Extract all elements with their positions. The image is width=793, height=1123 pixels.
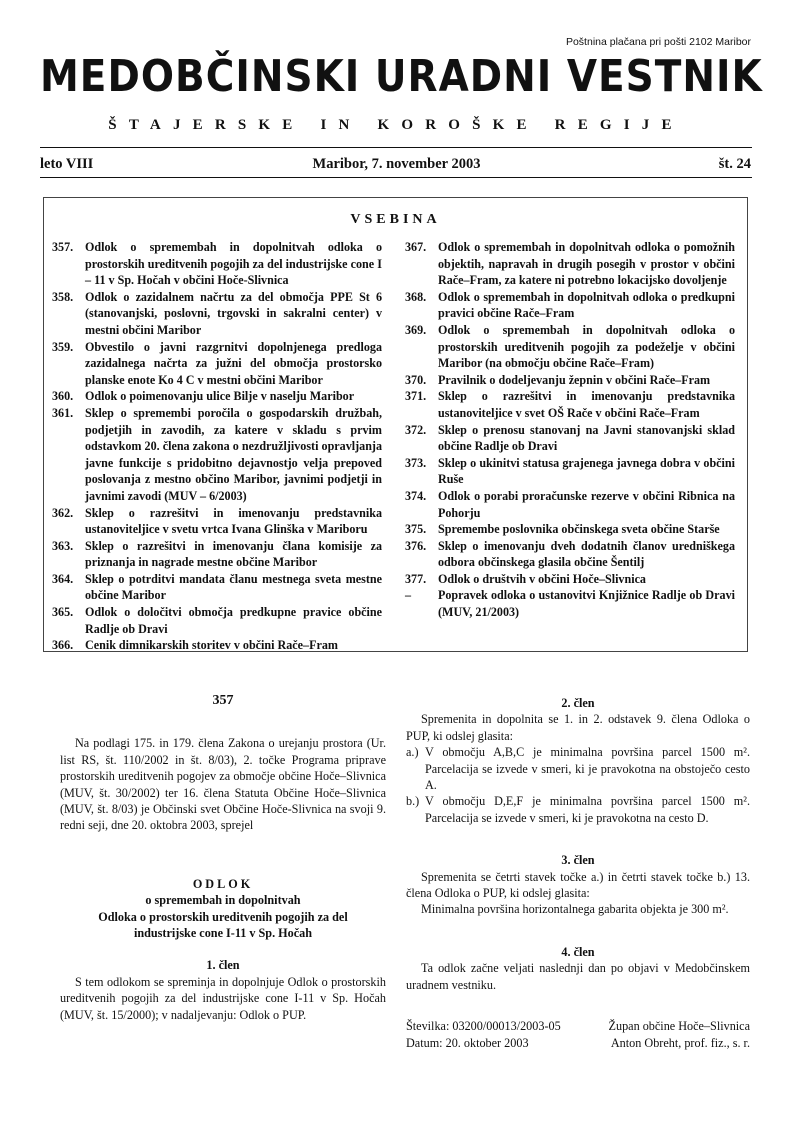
postage-note: Poštnina plačana pri pošti 2102 Maribor	[565, 36, 751, 48]
list-item	[406, 744, 750, 793]
toc-title: Sklep o razrešitvi in imenovanju predstavnika ustanoviteljice v svetu vrtca Ivana Glinška v Mariboru	[85, 505, 382, 537]
toc-item[interactable]	[405, 372, 735, 389]
decree-subtitle-2: Odloka o prostorskih ureditvenih pogojih za del industrijske cone I-11 v Sp. Hočah	[98, 909, 348, 941]
toc-title: Sklep o prenosu stanovanj na Javni stanovanjski sklad občine Radlje ob Dravi	[438, 422, 735, 454]
article-intro: Na podlagi 175. in 179. člena Zakona o urejanju prostora (Ur. list RS, št. 110/2002 in št. 8/03), 2. točke Programa priprave prostorskih ureditvenih pogojev za območje občine Hoče–Slivnica (MUV, št. 30/2002) ter 16. člena Statuta Občine Hoče–Slivnica (MUV, št. 8/03) je Občinski svet Občine Hoče-Slivnica na svoji 9. redni seji, dne 20. oktobra 2003, sprejel	[60, 736, 386, 833]
clen-text: Spremenita se četrti stavek točke a.) in četrti stavek točke b.) 13. člena Odloka o PUP, ki odslej glasita:	[406, 869, 750, 901]
clen-heading: 1. člen	[206, 958, 240, 973]
toc-number: 357.	[52, 240, 74, 254]
toc-number: 360.	[52, 389, 74, 404]
mayor-name: Anton Obreht, prof. fiz., s. r.	[610, 1035, 750, 1050]
decree-title: ODLOK	[192, 876, 254, 891]
clen-heading: 2. člen	[561, 696, 595, 710]
toc-item[interactable]	[405, 322, 735, 372]
toc-title: Odlok o spremembah in dopolnitvah odloka o pomožnih objektih, napravah in drugih posegih v prostor v občini Rače–Fram, za katere ni potrebno lokacijsko dovoljenje	[438, 240, 735, 288]
clen-text: Ta odlok začne veljati naslednji dan po objavi v Medobčinskem uradnem vestniku.	[406, 961, 750, 992]
toc-item[interactable]	[52, 289, 382, 339]
toc-item[interactable]	[52, 505, 382, 538]
toc-number: 377.	[405, 571, 427, 586]
toc-number: 363.	[52, 538, 74, 553]
toc-number: 364.	[52, 571, 74, 586]
toc-item[interactable]	[52, 388, 382, 405]
contents-left-column	[52, 239, 382, 654]
toc-number: –	[405, 588, 412, 603]
toc-number: 368.	[405, 289, 427, 304]
toc-item[interactable]	[405, 587, 735, 620]
list-text: V območju A,B,C je minimalna površina parcel 1500 m². Parcelacija se izvede v smeri, ki je pravokotna na obstoječo cesto A.	[425, 745, 750, 793]
volume-year: leto VIII	[40, 156, 94, 172]
document-number: Številka: 03200/00013/2003-05	[406, 1019, 561, 1034]
list-key: b.)	[406, 794, 420, 809]
toc-title: Odlok o poimenovanju ulice Bilje v naselju Maribor	[85, 389, 355, 404]
toc-number: 370.	[405, 372, 427, 387]
toc-title: Odlok o porabi proračunske rezerve v občini Ribnica na Pohorju	[438, 488, 735, 520]
toc-item[interactable]	[405, 239, 735, 289]
toc-title: Sklep o spremembi poročila o gospodarskih družbah, podjetjih in zavodih, za katere v skladu s prvim odstavkom 20. člena zakona o nezdružljivosti opravljanja javne funkcije s pridobitno dejavnostjo velja prepoved poslovanja z mestno občino Maribor, javnimi podjetji in javnimi zavodi (MUV – 6/2003)	[85, 405, 382, 503]
toc-number: 367.	[405, 240, 427, 254]
clen-heading: 3. člen	[561, 853, 595, 868]
toc-item[interactable]	[52, 239, 382, 289]
toc-title: Popravek odloka o ustanovitvi Knjižnice Radlje ob Dravi (MUV, 21/2003)	[438, 588, 735, 620]
toc-number: 362.	[52, 505, 74, 520]
toc-title: Sklep o potrditvi mandata članu mestnega sveta mestne občine Maribor	[85, 571, 382, 603]
signature-block	[406, 1018, 750, 1034]
toc-title: Sklep o imenovanju dveh dodatnih članov uredniškega odbora občinskega glasila občine Šentilj	[438, 538, 735, 570]
article-left-column	[60, 693, 386, 1023]
toc-item[interactable]	[405, 571, 735, 588]
toc-number: 361.	[52, 405, 74, 420]
contents-heading: VSEBINA	[350, 212, 441, 227]
toc-number: 372.	[405, 422, 427, 437]
toc-number: 375.	[405, 522, 427, 537]
toc-item[interactable]	[405, 289, 735, 322]
toc-number: 365.	[52, 605, 74, 620]
toc-title: Sklep o razrešitvi in imenovanju člana komisije za priznanja in nagrade mestne občine Maribor	[85, 538, 382, 570]
toc-item[interactable]	[52, 571, 382, 604]
document-date: Datum: 20. oktober 2003	[406, 1035, 529, 1050]
clen-heading: 4. člen	[561, 944, 595, 959]
toc-title: Odlok o društvih v občini Hoče–Slivnica	[438, 571, 646, 586]
header-rule-bottom	[40, 177, 752, 178]
toc-item[interactable]	[52, 405, 382, 505]
contents-right-column	[405, 239, 735, 621]
toc-number: 369.	[405, 322, 427, 337]
toc-number: 358.	[52, 289, 74, 304]
article-right-column	[406, 695, 750, 1051]
toc-item[interactable]	[52, 538, 382, 571]
toc-title: Odlok o spremembah in dopolnitvah odloka o prostorskih ureditvenih pogojih za podeželje v občini Maribor (na območju občine Rače–Fram)	[438, 322, 735, 371]
list-text: V območju D,E,F je minimalna površina parcel 1500 m². Parcelacija se izvede v smeri, ki je pravokotna na cesto D.	[425, 794, 750, 825]
toc-title: Odlok o določitvi območja predkupne pravice občine Radlje ob Dravi	[85, 605, 382, 636]
list-item	[406, 793, 750, 826]
toc-number: 374.	[405, 488, 427, 503]
toc-item[interactable]	[52, 604, 382, 637]
clen-quote: Minimalna površina horizontalnega gabarita objekta je 300 m².	[421, 902, 729, 917]
toc-item[interactable]	[405, 521, 735, 538]
clen-text: S tem odlokom se spreminja in dopolnjuje Odlok o prostorskih ureditvenih pogojih za del industrijske cone I-11 v Sp. Hočah (MUV, št. 15/2000); v nadaljevanju: Odlok o PUP.	[60, 974, 386, 1022]
toc-number: 376.	[405, 538, 427, 553]
toc-title: Sklep o ukinitvi statusa grajenega javnega dobra v občini Ruše	[438, 455, 735, 487]
toc-item[interactable]	[405, 455, 735, 488]
decree-subtitle: o spremembah in dopolnitvah	[145, 893, 301, 908]
signature-block	[406, 1035, 750, 1051]
clen-text: Spremenita in dopolnita se 1. in 2. odstavek 9. člena Odloka o PUP, ki odslej glasita:	[406, 712, 750, 743]
toc-item[interactable]	[405, 488, 735, 521]
toc-title: Odlok o spremembah in dopolnitvah odloka o prostorskih ureditvenih pogojih za del industrijske cone I – 11 v Sp. Hočah v občini Hoče-Slivnica	[85, 240, 382, 288]
toc-number: 373.	[405, 455, 427, 470]
toc-title: Obvestilo o javni razgrnitvi dopolnjenega predloga zazidalnega načrta za južni del območja prostorsko planske enote Ko 4 C v mestni občini Maribor	[85, 339, 382, 387]
mayor-title: Župan občine Hoče–Slivnica	[608, 1019, 750, 1034]
toc-title: Pravilnik o dodeljevanju žepnin v občini Rače–Fram	[438, 372, 711, 387]
toc-title: Odlok o spremembah in dopolnitvah odloka o predkupni pravici občine Rače–Fram	[438, 289, 735, 321]
masthead-subtitle: ŠTAJERSKE IN KOROŠKE REGIJE	[108, 117, 684, 133]
list-key: a.)	[406, 745, 419, 760]
toc-item[interactable]	[405, 388, 735, 421]
toc-item[interactable]	[52, 339, 382, 389]
toc-number: 366.	[52, 638, 74, 653]
toc-title: Odlok o zazidalnem načrtu za del območja PPE St 6 (stanovanjski, poslovni, trgovski in sakralni center) v mestni občini Maribor	[85, 289, 382, 337]
toc-item[interactable]	[52, 637, 382, 654]
article-number: 357	[212, 693, 234, 708]
issue-number: št. 24	[718, 156, 751, 172]
toc-title: Sklep o razrešitvi in imenovanju predstavnika ustanoviteljice v svet OŠ Rače v občini Rače–Fram	[438, 389, 735, 420]
toc-title: Cenik dimnikarskih storitev v občini Rače–Fram	[85, 638, 338, 653]
header-rule-top	[40, 147, 752, 148]
toc-title: Spremembe poslovnika občinskega sveta občine Starše	[438, 522, 720, 537]
masthead-title: MEDOBČINSKI URADNI VESTNIK	[40, 52, 763, 103]
toc-number: 359.	[52, 339, 74, 354]
issue-place-date: Maribor, 7. november 2003	[312, 156, 481, 172]
toc-number: 371.	[405, 389, 427, 404]
toc-item[interactable]	[405, 538, 735, 571]
toc-item[interactable]	[405, 422, 735, 455]
